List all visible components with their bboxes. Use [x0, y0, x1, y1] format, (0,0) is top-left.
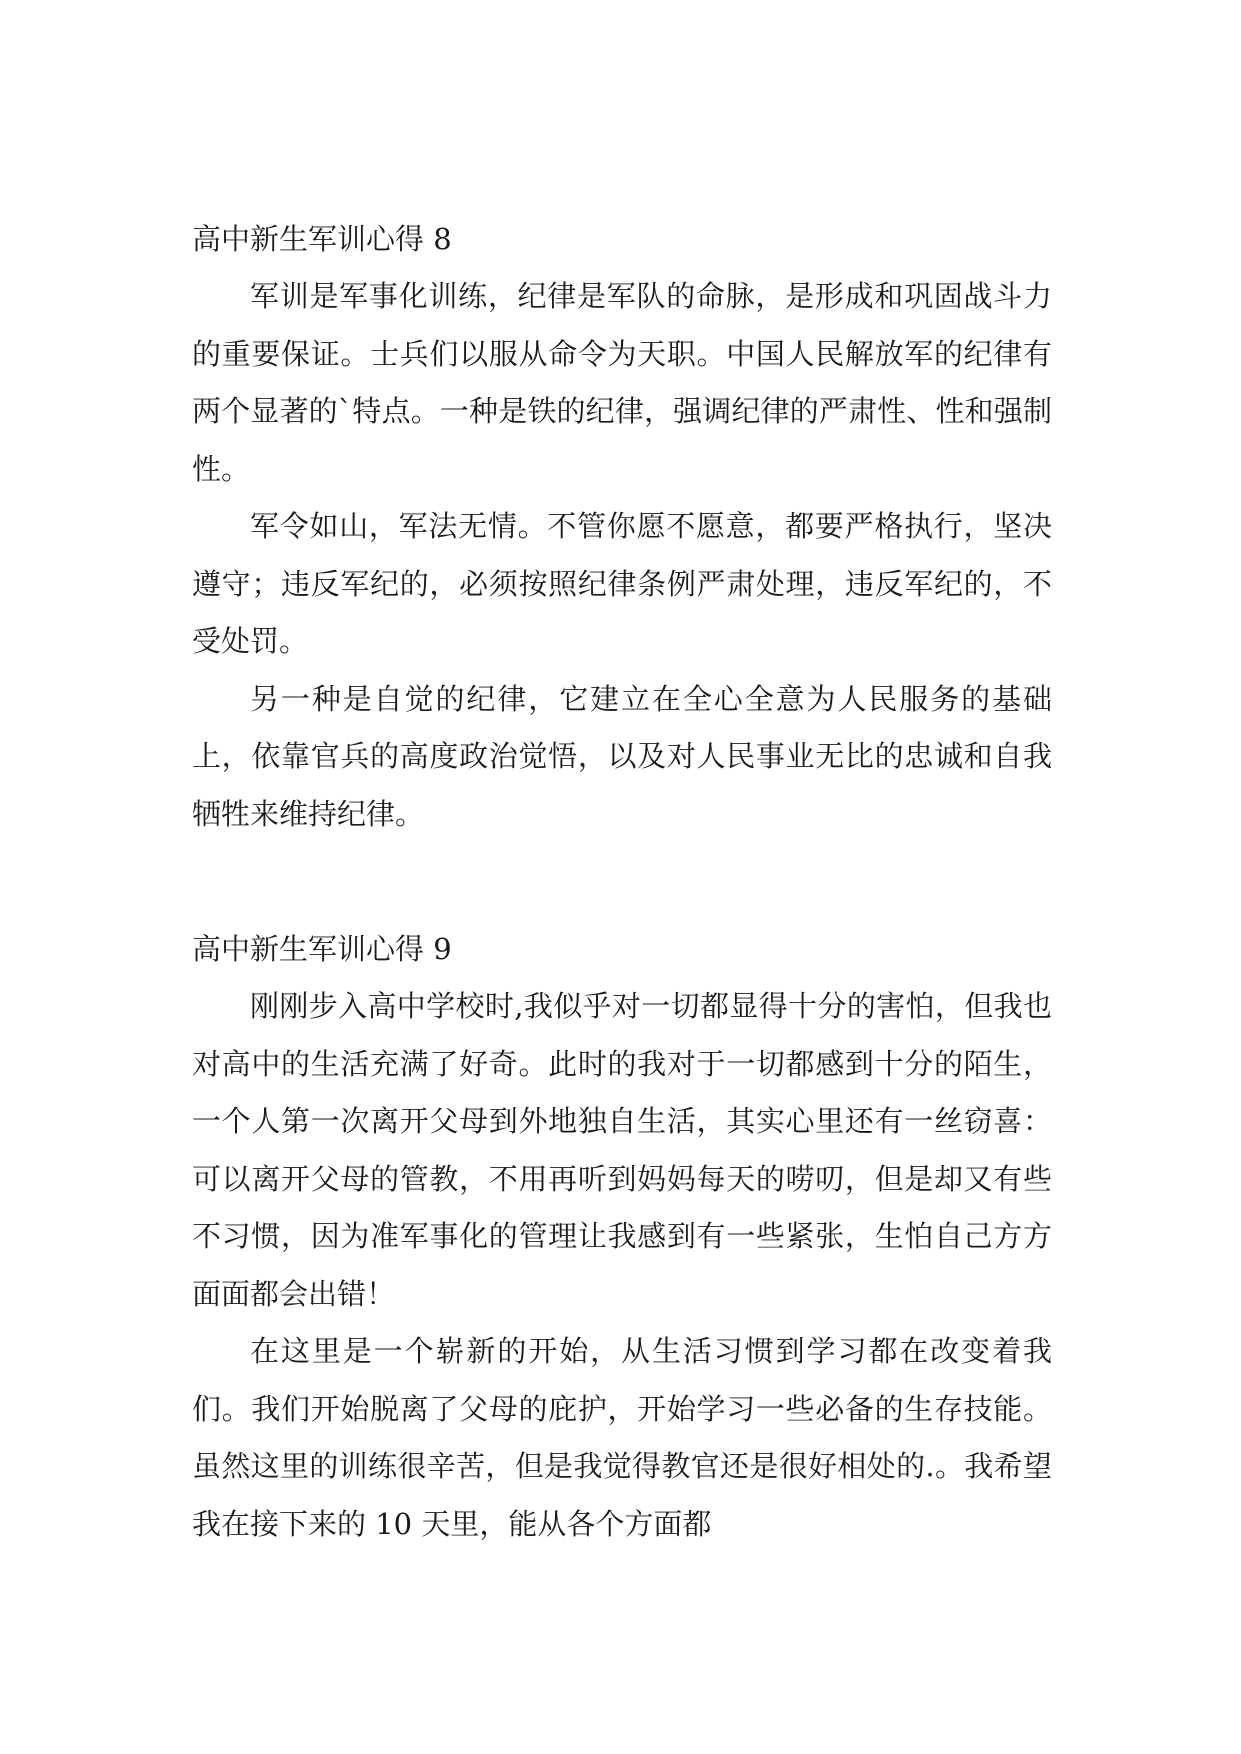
paragraph: 军训是军事化训练，纪律是军队的命脉，是形成和巩固战斗力的重要保证。士兵们以服从命令为天职。中国人民解放军的纪律有两个显著的`特点。一种是铁的纪律，强调纪律的严肃性、性和强制性。: [192, 279, 1052, 486]
paragraph: 另一种是自觉的纪律，它建立在全心全意为人民服务的基础上，依靠官兵的高度政治觉悟，以及对人民事业无比的忠诚和自我牺牲来维持纪律。: [192, 681, 1052, 831]
section-essay-9: [192, 920, 1052, 1553]
section-title: 高中新生军训心得 8: [192, 222, 452, 256]
paragraph: 军令如山，军法无情。不管你愿不愿意，都要严格执行，坚决遵守；违反军纪的，必须按照纪律条例严肃处理，违反军纪的，不受处罚。: [192, 509, 1052, 658]
paragraph: 刚刚步入高中学校时,我似乎对一切都显得十分的害怕，但我也对高中的生活充满了好奇。此时的我对于一切都感到十分的陌生，一个人第一次离开父母到外地独自生活，其实心里还有一丝窃喜：可以离开父母的管教，不用再听到妈妈每天的唠叨，但是却又有些不习惯，因为准军事化的管理让我感到有一些紧张，生怕自己方方面面都会出错！: [192, 989, 1052, 1311]
section-title: 高中新生军训心得 9: [192, 932, 452, 966]
paragraph: 在这里是一个崭新的开始，从生活习惯到学习都在改变着我们。我们开始脱离了父母的庇护，开始学习一些必备的生存技能。虽然这里的训练很辛苦，但是我觉得教官还是很好相处的.。我希望我在接下来的 10 天里，能从各个方面都: [192, 1334, 1052, 1541]
section-essay-8: [192, 210, 1052, 843]
